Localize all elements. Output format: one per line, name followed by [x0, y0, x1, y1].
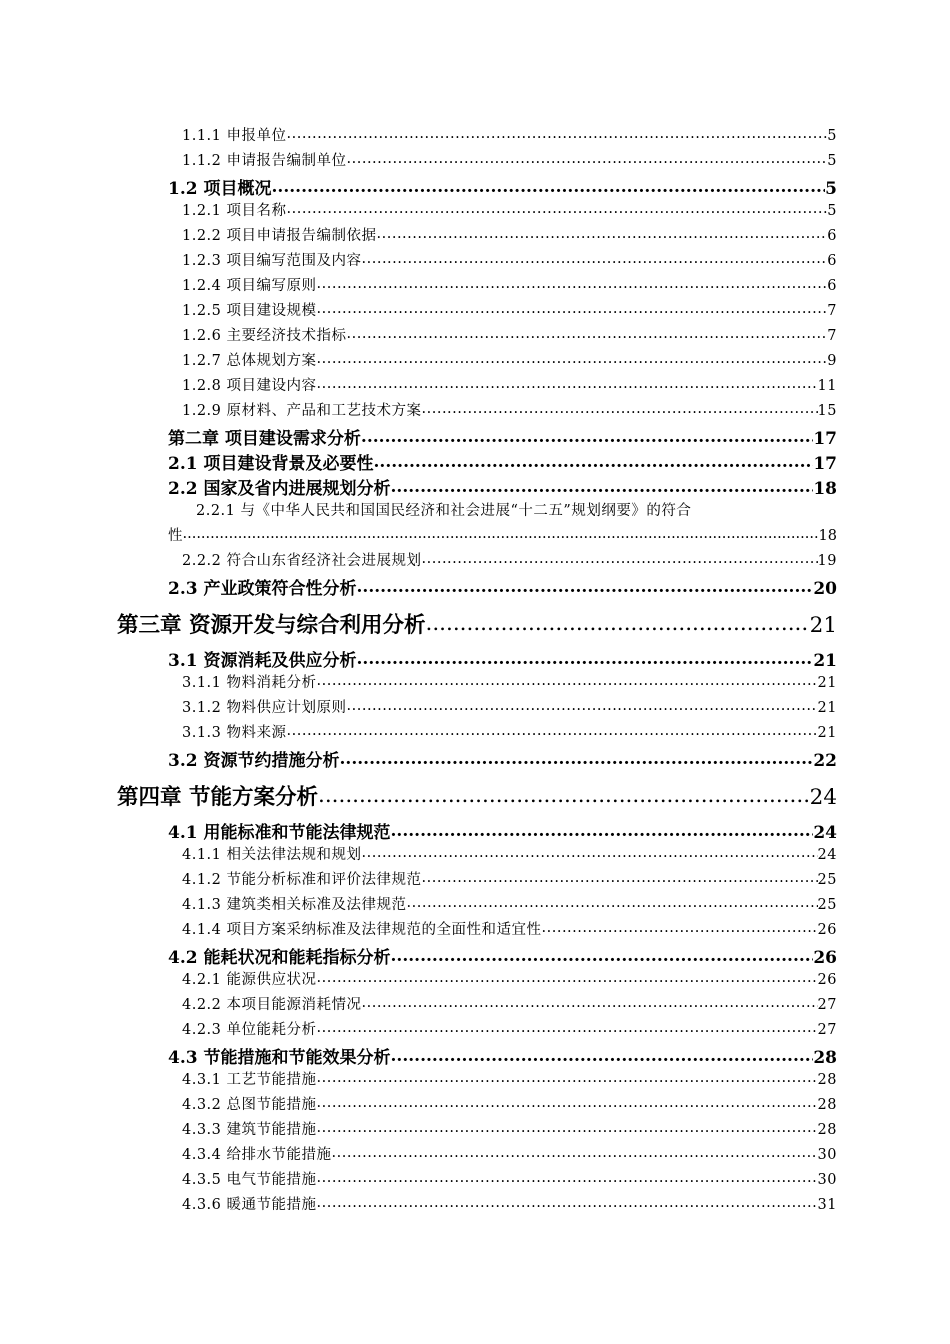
- toc-entry-page: 15: [817, 403, 837, 419]
- toc-entry[interactable]: [182, 149, 837, 174]
- toc-entry-page: 18: [813, 479, 837, 499]
- toc-leader-dots: [287, 126, 828, 141]
- toc-entry[interactable]: [168, 424, 837, 449]
- toc-entry-page: 28: [817, 1072, 837, 1088]
- toc-entry-title: 1.2.6 主要经济技术指标: [182, 328, 347, 344]
- toc-entry-title: 4.1 用能标准和节能法律规范: [168, 823, 391, 843]
- toc-entry[interactable]: [168, 449, 837, 474]
- toc-entry[interactable]: [182, 696, 837, 721]
- toc-entry-title: 4.2.2 本项目能源消耗情况: [182, 997, 362, 1013]
- toc-entry-page: 30: [817, 1147, 837, 1163]
- toc-entry-page: 28: [817, 1097, 837, 1113]
- toc-entry-title: 第四章 节能方案分析: [117, 785, 318, 810]
- toc-entry-page: 6: [827, 228, 837, 244]
- toc-entry[interactable]: [182, 1093, 837, 1118]
- toc-leader-dots: [426, 611, 810, 633]
- toc-entry[interactable]: [168, 646, 837, 671]
- toc-leader-dots: [287, 723, 818, 738]
- toc-entry-title: 1.2.2 项目申请报告编制依据: [182, 228, 377, 244]
- toc-entry-page: 21: [813, 651, 837, 671]
- toc-entry[interactable]: [182, 299, 837, 324]
- toc-leader-dots: [357, 649, 814, 666]
- toc-entry[interactable]: [182, 993, 837, 1018]
- toc-entry-page: 19: [817, 553, 837, 569]
- toc-entry[interactable]: [182, 349, 837, 374]
- toc-entry-title: 1.2.9 原材料、产品和工艺技术方案: [182, 403, 422, 419]
- toc-leader-dots: [317, 1070, 818, 1085]
- toc-leader-dots: [317, 301, 828, 316]
- toc-entry[interactable]: [182, 399, 837, 424]
- toc-entry[interactable]: [182, 868, 837, 893]
- toc-entry[interactable]: [182, 374, 837, 399]
- toc-leader-dots: [317, 376, 818, 391]
- toc-leader-dots: [317, 1170, 818, 1185]
- toc-entry-page: 27: [817, 997, 837, 1013]
- toc-leader-dots: [340, 749, 814, 766]
- toc-entry[interactable]: [182, 843, 837, 868]
- toc-entry-title: 3.2 资源节约措施分析: [168, 751, 340, 771]
- toc-entry-title-continuation: 性: [168, 528, 183, 544]
- toc-entry-title: 4.3.4 给排水节能措施: [182, 1147, 332, 1163]
- toc-entry-title: 2.1 项目建设背景及必要性: [168, 454, 374, 474]
- toc-entry-title: 1.2.8 项目建设内容: [182, 378, 317, 394]
- toc-entry-page: 27: [817, 1022, 837, 1038]
- toc-entry[interactable]: [182, 1193, 837, 1218]
- toc-entry-page: 21: [817, 675, 837, 691]
- toc-entry[interactable]: [182, 199, 837, 224]
- toc-entry-title: 第三章 资源开发与综合利用分析: [117, 613, 426, 638]
- toc-leader-dots: [332, 1145, 818, 1160]
- toc-chapter-entry[interactable]: [117, 608, 837, 646]
- toc-entry-page: 9: [827, 353, 837, 369]
- toc-entry-page: 6: [827, 253, 837, 269]
- toc-entry-page: 11: [817, 378, 837, 394]
- toc-entry-title: 2.2.1 与《中华人民共和国国民经济和社会进展“十二五”规划纲要》的符合: [196, 503, 692, 519]
- toc-entry[interactable]: [182, 1018, 837, 1043]
- toc-entry-title: 4.3.5 电气节能措施: [182, 1172, 317, 1188]
- toc-entry-title: 2.2 国家及省内进展规划分析: [168, 479, 391, 499]
- toc-entry[interactable]: [182, 1068, 837, 1093]
- toc-leader-dots: [391, 946, 814, 963]
- toc-entry[interactable]: [182, 671, 837, 696]
- toc-leader-dots: [362, 251, 828, 266]
- toc-entry[interactable]: [182, 124, 837, 149]
- toc-entry-title: 4.2.3 单位能耗分析: [182, 1022, 317, 1038]
- toc-entry-title: 4.1.2 节能分析标准和评价法律规范: [182, 872, 422, 888]
- toc-entry-page: 28: [817, 1122, 837, 1138]
- toc-entry-title: 1.2.7 总体规划方案: [182, 353, 317, 369]
- toc-leader-dots: [362, 845, 818, 860]
- toc-entry[interactable]: [168, 943, 837, 968]
- toc-entry-title: 4.1.1 相关法律法规和规划: [182, 847, 362, 863]
- toc-leader-dots: [317, 276, 828, 291]
- toc-entry-title: 4.2.1 能源供应状况: [182, 972, 317, 988]
- toc-leader-dots: [317, 1120, 818, 1135]
- toc-entry-page: 26: [817, 972, 837, 988]
- toc-entry[interactable]: [168, 474, 837, 499]
- toc-entry[interactable]: [182, 721, 837, 746]
- toc-entry[interactable]: [182, 274, 837, 299]
- toc-entry[interactable]: [182, 1168, 837, 1193]
- toc-entry-title: 1.2.3 项目编写范围及内容: [182, 253, 362, 269]
- toc-entry-page: 7: [827, 328, 837, 344]
- toc-entry-title: 1.2 项目概况: [168, 179, 272, 199]
- toc-entry-title: 3.1.1 物料消耗分析: [182, 675, 317, 691]
- toc-entry-title: 1.2.4 项目编写原则: [182, 278, 317, 294]
- toc-entry-page: 6: [827, 278, 837, 294]
- toc-leader-dots: [287, 201, 828, 216]
- toc-entry-title: 4.3.1 工艺节能措施: [182, 1072, 317, 1088]
- toc-entry-page: 24: [817, 847, 837, 863]
- toc-entry[interactable]: [168, 746, 837, 771]
- toc-leader-dots: [317, 1095, 818, 1110]
- toc-leader-dots: [542, 920, 818, 935]
- toc-leader-dots: [317, 351, 828, 366]
- toc-entry-page: 18: [818, 528, 837, 544]
- toc-entry-continuation[interactable]: [168, 524, 837, 549]
- toc-leader-dots: [407, 895, 818, 910]
- toc-entry-page: 24: [813, 823, 837, 843]
- toc-entry[interactable]: [182, 1143, 837, 1168]
- toc-leader-dots: [391, 1046, 814, 1063]
- toc-entry-title: 1.1.1 申报单位: [182, 128, 287, 144]
- toc-entry-title: 3.1.2 物料供应计划原则: [182, 700, 347, 716]
- toc-leader-dots: [374, 452, 814, 469]
- toc-entry-page: 21: [817, 725, 837, 741]
- toc-leader-dots: [361, 427, 813, 444]
- toc-entry-wrapped[interactable]: [196, 499, 837, 524]
- toc-leader-dots: [347, 326, 828, 341]
- toc-entry-page: 5: [825, 179, 837, 199]
- toc-entry[interactable]: [182, 224, 837, 249]
- toc-entry-title: 4.3.3 建筑节能措施: [182, 1122, 317, 1138]
- toc-entry-page: 21: [809, 613, 837, 638]
- toc-leader-dots: [347, 698, 818, 713]
- table-of-contents: [0, 124, 950, 1218]
- toc-leader-dots: [362, 995, 818, 1010]
- toc-entry-title: 第二章 项目建设需求分析: [168, 429, 361, 449]
- toc-entry-title: 4.3 节能措施和节能效果分析: [168, 1048, 391, 1068]
- toc-entry-title: 4.3.2 总图节能措施: [182, 1097, 317, 1113]
- toc-leader-dots: [422, 401, 818, 416]
- toc-entry-title: 3.1.3 物料来源: [182, 725, 287, 741]
- toc-leader-dots: [317, 673, 818, 688]
- toc-entry-page: 20: [813, 579, 837, 599]
- toc-leader-dots: [391, 477, 814, 494]
- toc-entry-page: 26: [817, 922, 837, 938]
- toc-entry[interactable]: [182, 893, 837, 918]
- toc-leader-dots: [357, 577, 814, 594]
- toc-entry-page: 5: [827, 128, 837, 144]
- toc-entry-title: 4.3.6 暖通节能措施: [182, 1197, 317, 1213]
- toc-entry-title: 2.3 产业政策符合性分析: [168, 579, 357, 599]
- toc-entry[interactable]: [168, 574, 837, 599]
- toc-leader-dots: [272, 177, 826, 194]
- toc-entry-title: 4.1.3 建筑类相关标准及法律规范: [182, 897, 407, 913]
- toc-entry-title: 1.1.2 申请报告编制单位: [182, 153, 347, 169]
- toc-entry-title: 4.1.4 项目方案采纳标准及法律规范的全面性和适宜性: [182, 922, 542, 938]
- toc-chapter-entry[interactable]: [117, 780, 837, 818]
- toc-entry-title: 4.2 能耗状况和能耗指标分析: [168, 948, 391, 968]
- toc-entry[interactable]: [182, 549, 837, 574]
- toc-entry-page: 17: [813, 429, 837, 449]
- toc-entry-page: 24: [809, 785, 837, 810]
- toc-entry[interactable]: [182, 249, 837, 274]
- toc-leader-dots: [347, 151, 828, 166]
- toc-leader-dots: [377, 226, 828, 241]
- toc-entry-page: 28: [813, 1048, 837, 1068]
- toc-entry-page: 22: [813, 751, 837, 771]
- toc-entry-title: 1.2.5 项目建设规模: [182, 303, 317, 319]
- toc-leader-dots: [422, 870, 818, 885]
- toc-entry[interactable]: [182, 968, 837, 993]
- toc-entry-page: 21: [817, 700, 837, 716]
- toc-entry-title: 2.2.2 符合山东省经济社会进展规划: [182, 553, 422, 569]
- toc-entry-page: 30: [817, 1172, 837, 1188]
- toc-entry-page: 25: [817, 897, 837, 913]
- toc-entry[interactable]: [182, 324, 837, 349]
- toc-entry-page: 5: [827, 203, 837, 219]
- toc-entry-page: 31: [817, 1197, 837, 1213]
- toc-entry[interactable]: [168, 818, 837, 843]
- toc-entry-page: 7: [827, 303, 837, 319]
- toc-entry-page: 17: [813, 454, 837, 474]
- toc-entry[interactable]: [182, 1118, 837, 1143]
- toc-entry-title: 3.1 资源消耗及供应分析: [168, 651, 357, 671]
- toc-entry-title: 1.2.1 项目名称: [182, 203, 287, 219]
- toc-entry-page: 25: [817, 872, 837, 888]
- toc-leader-dots: [183, 526, 819, 541]
- toc-entry[interactable]: [182, 918, 837, 943]
- toc-entry-page: 26: [813, 948, 837, 968]
- toc-leader-dots: [317, 1020, 818, 1035]
- toc-leader-dots: [391, 821, 814, 838]
- toc-leader-dots: [317, 970, 818, 985]
- toc-leader-dots: [422, 551, 818, 566]
- toc-leader-dots: [317, 1195, 818, 1210]
- toc-entry[interactable]: [168, 1043, 837, 1068]
- toc-entry-page: 5: [827, 153, 837, 169]
- toc-leader-dots: [318, 783, 810, 805]
- toc-entry[interactable]: [168, 174, 837, 199]
